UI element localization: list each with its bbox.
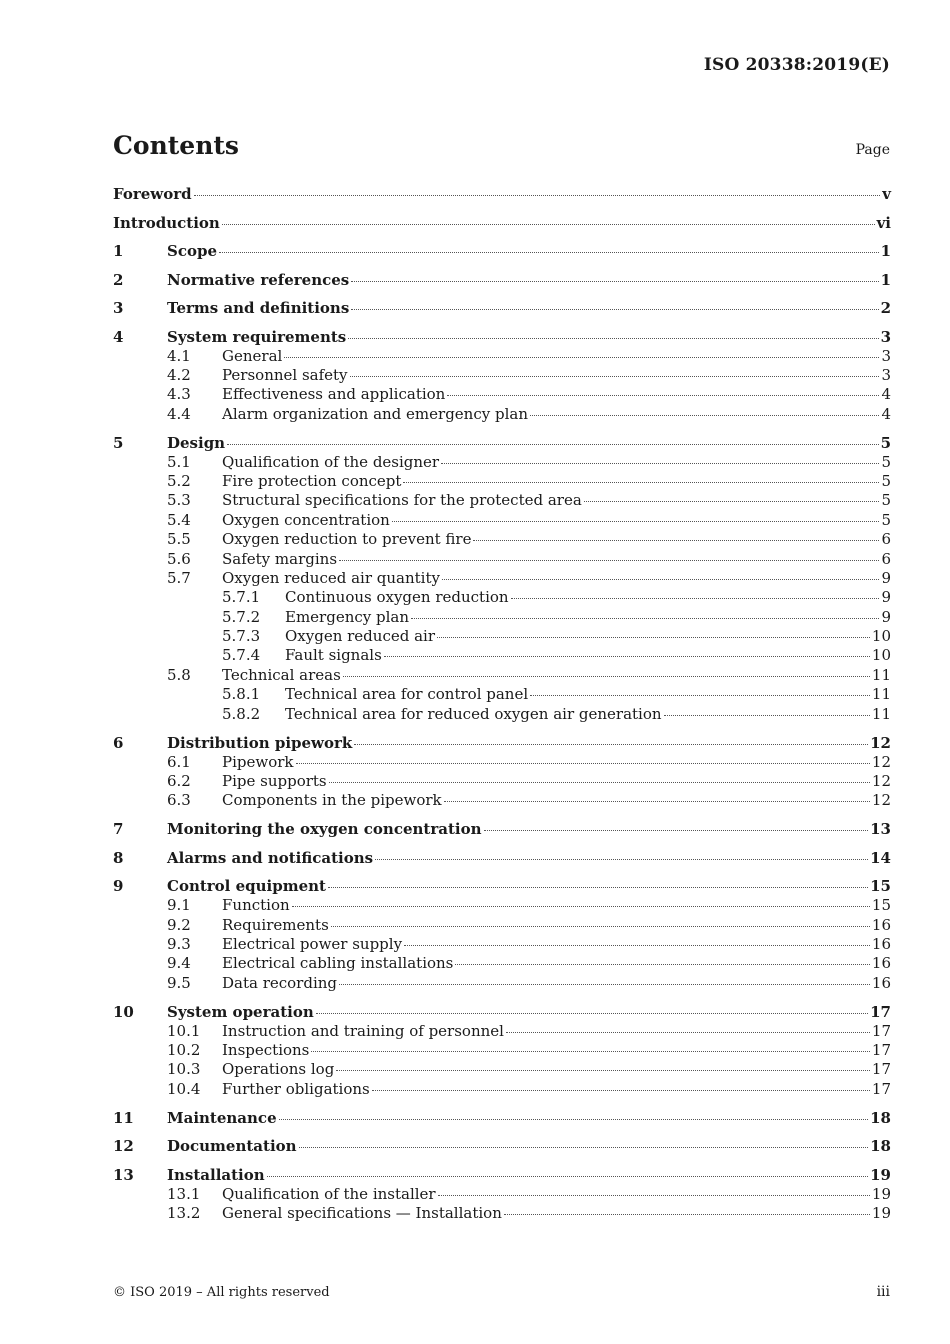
toc-entry-number: 2 (113, 270, 124, 289)
toc-entry[interactable] (113, 848, 891, 868)
toc-entry-title: Electrical power supply (222, 934, 403, 953)
toc-entry-title: Function (222, 896, 290, 915)
toc-entry-page: 16 (871, 915, 891, 934)
toc-entry-title: Qualification of the designer (222, 452, 440, 471)
dot-leader (194, 195, 881, 196)
dot-leader (279, 1119, 869, 1120)
toc-entry-page: 17 (871, 1079, 891, 1098)
toc-entry-number: 5.8.1 (222, 685, 261, 704)
toc-entry[interactable] (113, 241, 891, 261)
toc-entry-title: Alarm organization and emergency plan (222, 404, 528, 423)
dot-leader (292, 906, 870, 907)
dot-leader (311, 1051, 870, 1052)
toc-entry-page: 19 (871, 1204, 891, 1223)
dot-leader (267, 1176, 868, 1177)
toc-entry-title: Personnel safety (222, 365, 348, 384)
toc-entry-page: 16 (871, 973, 891, 992)
toc-entry-page: 9 (881, 607, 891, 626)
toc-entry-number: 12 (113, 1137, 134, 1156)
toc-entry-number: 6.3 (167, 791, 191, 810)
toc-entry[interactable] (113, 298, 891, 318)
toc-entry-page: 19 (871, 1184, 891, 1203)
dot-leader (484, 830, 869, 831)
dot-leader (339, 560, 879, 561)
toc-entry-page: 12 (871, 791, 891, 810)
toc-entry-title: Distribution pipework (167, 733, 353, 752)
toc-entry-title: Technical areas (222, 665, 341, 684)
toc-entry-page: 14 (870, 848, 891, 867)
toc-entry-title: Effectiveness and application (222, 385, 446, 404)
toc-entry[interactable] (113, 213, 891, 233)
toc-entry-number: 4.3 (167, 385, 191, 404)
toc-entry-number: 9.5 (167, 973, 191, 992)
document-id: ISO 20338:2019(E) (703, 55, 890, 75)
toc-entry-page: 3 (881, 365, 891, 384)
toc-entry-number: 5.7.1 (222, 588, 261, 607)
toc-entry-title: Operations log (222, 1060, 335, 1079)
toc-entry-title: Terms and definitions (167, 299, 350, 317)
dot-leader (504, 1214, 870, 1215)
toc-entry-title: System operation (167, 1002, 314, 1021)
toc-entry-number: 5.7.4 (222, 646, 261, 665)
dot-leader (384, 656, 870, 657)
toc-entry-title: Foreword (113, 185, 192, 203)
toc-entry[interactable] (113, 385, 891, 404)
toc-entry-title: Pipework (222, 752, 294, 771)
toc-entry-number: 10 (113, 1002, 134, 1021)
toc-entry[interactable] (113, 753, 891, 772)
toc-entry-number: 9.1 (167, 896, 191, 915)
toc-entry-title: Installation (167, 1165, 265, 1184)
toc-entry-page: 11 (871, 704, 891, 723)
toc-entry-page: 18 (870, 1137, 891, 1156)
toc-entry-title: Instruction and training of personnel (222, 1021, 504, 1040)
toc-entry-page: 17 (870, 1002, 891, 1021)
toc-entry-title: General (222, 346, 283, 365)
toc-entry-title: Emergency plan (285, 607, 410, 626)
toc-entry-page: 15 (871, 896, 891, 915)
dot-leader (411, 618, 879, 619)
dot-leader (339, 984, 870, 985)
toc-entry[interactable] (113, 1002, 891, 1022)
toc-entry[interactable] (113, 1060, 891, 1079)
toc-entry-number: 5.3 (167, 491, 191, 510)
dot-leader (354, 744, 868, 745)
toc-entry-number: 9.2 (167, 915, 191, 934)
toc-entry-page: 5 (881, 471, 891, 490)
toc-entry-title: Components in the pipework (222, 791, 442, 810)
toc-entry-title: Qualification of the installer (222, 1184, 436, 1203)
toc-entry-title: Maintenance (167, 1108, 277, 1127)
toc-entry-title: Introduction (113, 213, 220, 232)
toc-entry-title: System requirements (167, 327, 347, 346)
page-column-label: Page (855, 142, 890, 158)
dot-leader (392, 521, 880, 522)
toc-entry-number: 9 (113, 877, 124, 896)
toc-entry-page: 6 (881, 549, 891, 568)
toc-entry-page: v (882, 185, 891, 203)
dot-leader (511, 598, 880, 599)
toc-entry-number: 5.1 (167, 452, 191, 471)
toc-entry-title: Pipe supports (222, 771, 327, 790)
dot-leader (284, 357, 879, 358)
toc-entry-page: 5 (881, 452, 891, 471)
dot-leader (441, 463, 879, 464)
dot-leader (351, 309, 878, 310)
dot-leader (442, 579, 879, 580)
toc-entry-number: 13.2 (167, 1204, 201, 1223)
toc-entry[interactable] (113, 935, 891, 954)
toc-entry[interactable] (113, 453, 891, 472)
toc-entry[interactable] (113, 685, 891, 704)
toc-entry[interactable] (113, 791, 891, 810)
toc-entry-number: 6.2 (167, 771, 191, 790)
toc-entry-page: 1 (880, 242, 891, 260)
toc-entry[interactable] (113, 530, 891, 549)
toc-entry-title: Data recording (222, 973, 338, 992)
toc-entry-number: 4.4 (167, 404, 191, 423)
toc-entry-page: 9 (881, 568, 891, 587)
dot-leader (328, 887, 868, 888)
toc-entry-number: 4.1 (167, 346, 191, 365)
toc-entry-page: 4 (881, 404, 891, 423)
dot-leader (530, 415, 879, 416)
toc-entry-number: 5.7.2 (222, 607, 261, 626)
dot-leader (343, 676, 870, 677)
toc-entry[interactable] (113, 1108, 891, 1128)
toc-entry-number: 5.5 (167, 530, 191, 549)
toc-entry-number: 8 (113, 848, 124, 867)
toc-entry[interactable] (113, 876, 891, 896)
toc-entry-title: Monitoring the oxygen concentration (167, 820, 482, 839)
toc-entry-number: 5 (113, 433, 124, 452)
toc-entry[interactable] (113, 405, 891, 424)
toc-entry-title: Alarms and notifications (167, 848, 374, 867)
toc-entry[interactable] (113, 327, 891, 347)
toc-entry-title: Technical area for control panel (285, 685, 529, 704)
toc-entry[interactable] (113, 1204, 891, 1223)
dot-leader (438, 1195, 870, 1196)
toc-entry[interactable] (113, 608, 891, 627)
toc-entry[interactable] (113, 1165, 891, 1185)
toc-entry-title: Inspections (222, 1041, 310, 1060)
toc-entry[interactable] (113, 705, 891, 724)
toc-entry-page: 4 (881, 385, 891, 404)
toc-entry-page: 6 (881, 530, 891, 549)
toc-entry[interactable] (113, 1080, 891, 1099)
copyright-notice: © ISO 2019 – All rights reserved (113, 1285, 330, 1300)
toc-entry[interactable] (113, 772, 891, 791)
toc-entry-number: 5.2 (167, 471, 191, 490)
toc-entry[interactable] (113, 819, 891, 839)
toc-entry[interactable] (113, 491, 891, 510)
toc-entry-number: 9.3 (167, 934, 191, 953)
dot-leader (455, 964, 870, 965)
toc-entry-title: Oxygen concentration (222, 510, 390, 529)
toc-entry-number: 13 (113, 1165, 134, 1184)
toc-entry-page: 16 (871, 934, 891, 953)
toc-entry[interactable] (113, 974, 891, 993)
toc-entry-title: Scope (167, 242, 218, 260)
toc-entry-page: 12 (871, 752, 891, 771)
toc-entry-number: 9.4 (167, 954, 191, 973)
dot-leader (375, 859, 868, 860)
toc-entry[interactable] (113, 627, 891, 646)
toc-entry-number: 5.8 (167, 665, 191, 684)
toc-entry-title: Requirements (222, 915, 329, 934)
dot-leader (336, 1070, 870, 1071)
toc-entry-title: Oxygen reduced air (285, 627, 436, 646)
toc-entry-page: 5 (880, 433, 891, 452)
toc-entry[interactable] (113, 569, 891, 588)
toc-entry-page: 3 (880, 327, 891, 346)
toc-entry-number: 7 (113, 820, 124, 839)
toc-entry[interactable] (113, 646, 891, 665)
dot-leader (437, 637, 870, 638)
toc-entry-page: 15 (870, 877, 891, 896)
toc-entry-number: 10.2 (167, 1041, 201, 1060)
toc-entry-title: Documentation (167, 1137, 297, 1156)
dot-leader (664, 715, 870, 716)
dot-leader (403, 482, 879, 483)
toc-entry[interactable] (113, 550, 891, 569)
toc-entry-title: Technical area for reduced oxygen air generation (285, 704, 662, 723)
toc-entry-title: General specifications — Installation (222, 1204, 502, 1223)
toc-entry-page: vi (876, 213, 891, 232)
toc-entry-number: 5.7.3 (222, 627, 261, 646)
toc-entry[interactable] (113, 433, 891, 453)
dot-leader (351, 281, 878, 282)
toc-entry[interactable] (113, 270, 891, 290)
dot-leader (444, 801, 870, 802)
dot-leader (372, 1090, 870, 1091)
toc-entry[interactable] (113, 1041, 891, 1060)
toc-entry-page: 16 (871, 954, 891, 973)
toc-entry-number: 5.6 (167, 549, 191, 568)
toc-entry-title: Oxygen reduced air quantity (222, 568, 440, 587)
toc-entry[interactable] (113, 1136, 891, 1156)
dot-leader (299, 1147, 869, 1148)
toc-entry-title: Fire protection concept (222, 471, 402, 490)
dot-leader (404, 945, 870, 946)
toc-entry[interactable] (113, 1022, 891, 1041)
toc-entry-title: Design (167, 433, 226, 452)
toc-entry-title: Normative references (167, 270, 350, 289)
toc-entry-number: 13.1 (167, 1184, 201, 1203)
toc-entry-title: Oxygen reduction to prevent fire (222, 530, 472, 549)
toc-entry[interactable] (113, 347, 891, 366)
toc-entry-page: 2 (880, 299, 891, 317)
toc-entry-title: Safety margins (222, 549, 338, 568)
toc-entry-number: 5.7 (167, 568, 191, 587)
toc-entry-page: 12 (871, 771, 891, 790)
dot-leader (584, 501, 880, 502)
toc-entry-page: 10 (871, 627, 891, 646)
toc-entry-page: 19 (870, 1165, 891, 1184)
toc-entry[interactable] (113, 511, 891, 530)
dot-leader (316, 1013, 868, 1014)
dot-leader (329, 782, 870, 783)
toc-entry[interactable] (113, 896, 891, 915)
toc-entry-number: 6 (113, 733, 124, 752)
toc-entry-number: 4.2 (167, 365, 191, 384)
toc-entry-page: 18 (870, 1108, 891, 1127)
toc-entry-page: 11 (871, 685, 891, 704)
toc-entry-number: 3 (113, 299, 124, 317)
toc-entry[interactable] (113, 1185, 891, 1204)
toc-entry-number: 11 (113, 1108, 134, 1127)
footer-page-number: iii (876, 1284, 890, 1300)
dot-leader (506, 1032, 870, 1033)
toc-entry-page: 17 (871, 1021, 891, 1040)
toc-entry-number: 6.1 (167, 752, 191, 771)
toc-entry-page: 11 (871, 665, 891, 684)
dot-leader (227, 444, 878, 445)
toc-entry-title: Electrical cabling installations (222, 954, 454, 973)
dot-leader (350, 376, 880, 377)
dot-leader (331, 926, 870, 927)
dot-leader (530, 695, 870, 696)
toc-entry[interactable] (113, 184, 891, 204)
toc-entry[interactable] (113, 588, 891, 607)
toc-entry-page: 5 (881, 510, 891, 529)
toc-entry-title: Fault signals (285, 646, 382, 665)
toc-entry-title: Structural specifications for the protected area (222, 491, 582, 510)
toc-entry-title: Continuous oxygen reduction (285, 588, 509, 607)
toc-entry[interactable] (113, 733, 891, 753)
toc-entry-number: 1 (113, 242, 124, 260)
page-title: Contents (113, 131, 240, 160)
dot-leader (219, 252, 879, 253)
toc-entry[interactable] (113, 366, 891, 385)
toc-entry-number: 5.4 (167, 510, 191, 529)
toc-entry-page: 12 (870, 733, 891, 752)
toc-entry-number: 4 (113, 327, 124, 346)
toc-entry-number: 10.3 (167, 1060, 201, 1079)
table-of-contents (113, 184, 891, 1224)
toc-entry-page: 5 (881, 491, 891, 510)
toc-entry-page: 13 (870, 820, 891, 839)
toc-entry-page: 9 (881, 588, 891, 607)
toc-entry-title: Control equipment (167, 877, 326, 896)
dot-leader (348, 338, 878, 339)
toc-entry-number: 5.8.2 (222, 704, 261, 723)
toc-entry[interactable] (113, 916, 891, 935)
dot-leader (447, 395, 879, 396)
dot-leader (296, 763, 870, 764)
toc-entry-page: 3 (881, 346, 891, 365)
toc-entry-page: 17 (871, 1060, 891, 1079)
toc-entry[interactable] (113, 954, 891, 973)
dot-leader (222, 224, 875, 225)
toc-entry-page: 17 (871, 1041, 891, 1060)
toc-entry-number: 10.1 (167, 1021, 201, 1040)
dot-leader (473, 540, 879, 541)
toc-entry-title: Further obligations (222, 1079, 370, 1098)
toc-entry[interactable] (113, 666, 891, 685)
toc-entry-number: 10.4 (167, 1079, 201, 1098)
toc-entry[interactable] (113, 472, 891, 491)
toc-entry-page: 10 (871, 646, 891, 665)
toc-entry-page: 1 (880, 270, 891, 289)
